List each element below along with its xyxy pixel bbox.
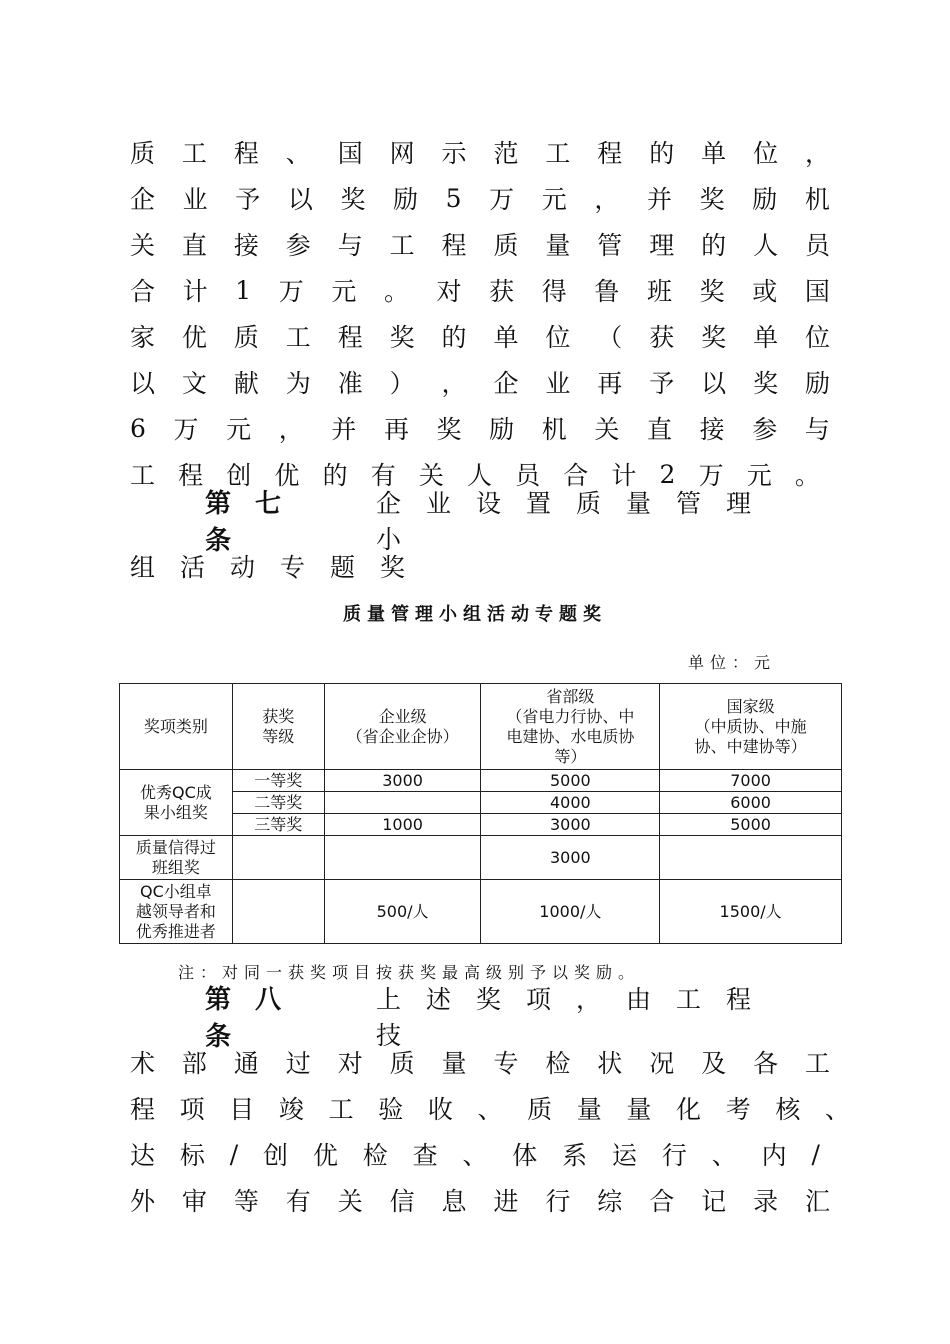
paragraph-line: 达 标 / 创 优 检 查 、 体 系 运 行 、 内 / [130,1139,820,1170]
article8-heading-line [205,985,805,1052]
cell-grade: 一等奖 [232,770,324,792]
paragraph-line: 质 工 程 、 国 网 示 范 工 程 的 单 位 ， [130,139,830,168]
paragraph-line: 以 文 献 为 准 ） ， 企 业 再 予 以 奖 励 [130,369,830,398]
paragraph-line: 企 业 予 以 奖 励 5 万 元 ， 并 奖 励 机 [130,183,830,214]
article7-label: 第七条 [205,489,306,556]
paragraph-line: 外 审 等 有 关 信 息 进 行 综 合 记 录 汇 [130,1187,830,1216]
cell-grade: 二等奖 [232,792,324,814]
cell-national [660,836,842,880]
cell-enterprise: 3000 [324,770,481,792]
article8-label: 第八条 [205,985,306,1052]
header-category: 奖项类别 [120,684,233,770]
article7-line2: 组活动专题奖 [130,553,431,582]
cell-provincial: 5000 [481,770,660,792]
paragraph-line: 程 项 目 竣 工 验 收 、 质 量 量 化 考 核 、 [130,1095,850,1124]
cell-enterprise [324,836,481,880]
cell-national: 5000 [660,814,842,836]
paragraph-line: 家 优 质 工 程 奖 的 单 位 （ 获 奖 单 位 [130,323,830,352]
cell-category: 质量信得过 班组奖 [120,836,233,880]
paragraph-line: 工 程 创 优 的 有 关 人 员 合 计 2 万 元 。 [130,459,820,490]
article7-line1: 企业设置质量管理小 [376,489,777,554]
cell-provincial: 1000/人 [481,880,660,944]
cell-enterprise [324,792,481,814]
cell-grade: 三等奖 [232,814,324,836]
paragraph-line: 合 计 1 万 元 。 对 获 得 鲁 班 奖 或 国 [130,275,830,306]
article7-heading-line [205,489,805,556]
paragraph-line: 关 直 接 参 与 工 程 质 量 管 理 的 人 员 [130,231,830,260]
cell-national: 1500/人 [660,880,842,944]
cell-category: QC小组卓 越领导者和 优秀推进者 [120,880,233,944]
article8-line1: 上述奖项，由工程技 [376,985,777,1050]
paragraph-line: 6 万 元 ， 并 再 奖 励 机 关 直 接 参 与 [130,413,830,444]
table-note: 注：对同一获奖项目按获奖最高级别予以奖励。 [178,963,641,982]
header-provincial: 省部级 （省电力行协、中 电建协、水电质协 等） [481,684,660,770]
award-table [119,683,842,944]
table-title: 质量管理小组活动专题奖 [343,604,607,625]
cell-enterprise: 1000 [324,814,481,836]
table-unit: 单位：元 [687,653,776,672]
header-enterprise: 企业级 （省企业企协） [324,684,481,770]
table-row [120,880,842,944]
cell-grade [232,836,324,880]
paragraph-line: 术 部 通 过 对 质 量 专 检 状 况 及 各 工 [130,1049,830,1078]
cell-provincial: 3000 [481,836,660,880]
table-row [120,836,842,880]
article7-line2-row [130,543,830,589]
cell-grade [232,880,324,944]
header-national: 国家级 （中质协、中施 协、中建协等） [660,684,842,770]
cell-provincial: 4000 [481,792,660,814]
cell-enterprise: 500/人 [324,880,481,944]
header-grade: 获奖 等级 [232,684,324,770]
cell-provincial: 3000 [481,814,660,836]
qc-group-label: 优秀QC成 果小组奖 [120,770,233,836]
table-header-row [120,684,842,770]
cell-national: 7000 [660,770,842,792]
table-row [120,770,842,792]
cell-national: 6000 [660,792,842,814]
